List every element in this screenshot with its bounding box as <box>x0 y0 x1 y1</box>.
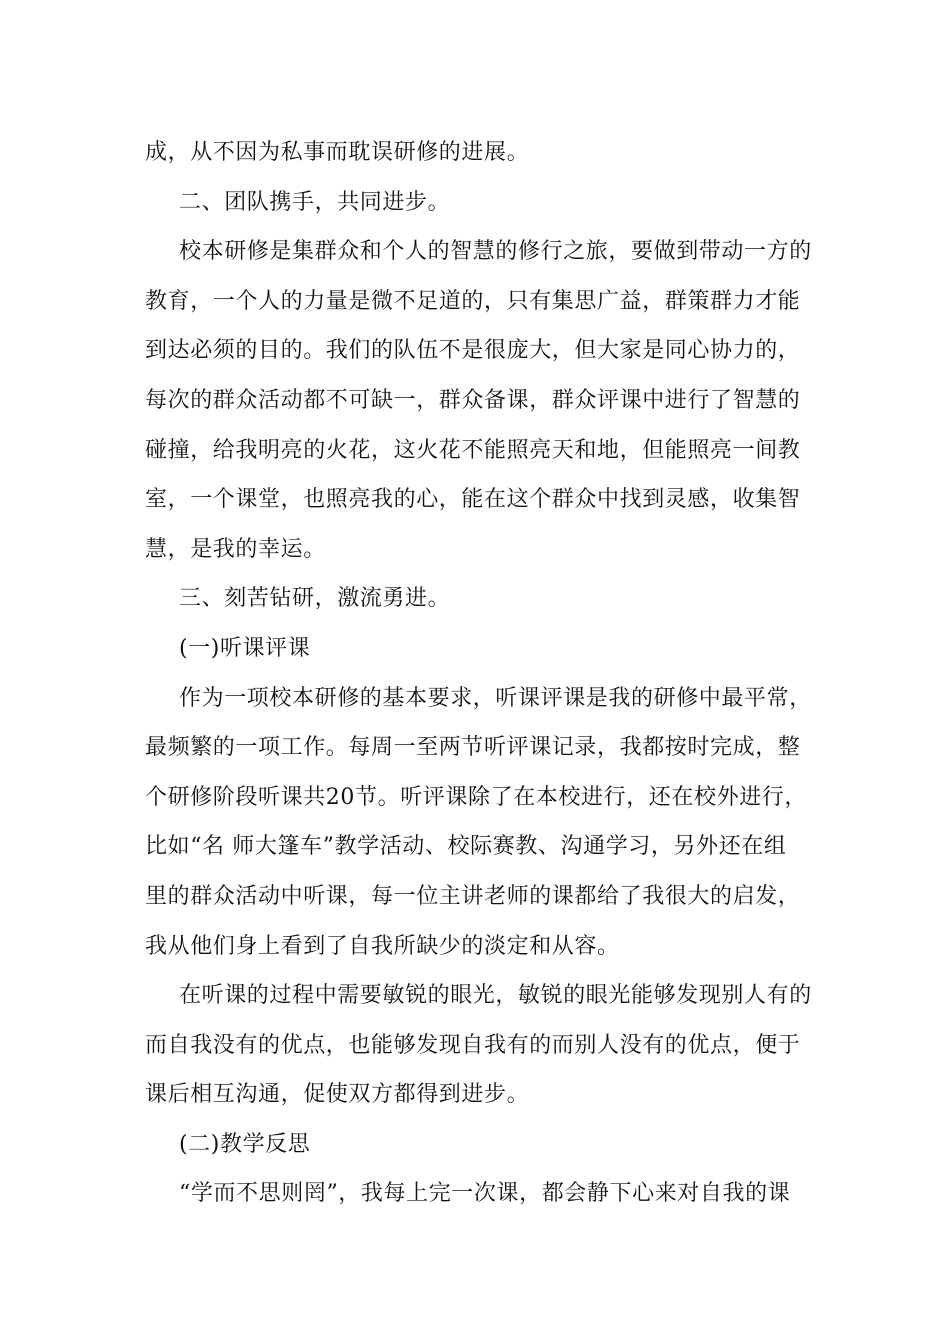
text-line-22: “学而不思则罔”，我每上完一次课，都会静下心来对自我的课 <box>179 1181 791 1207</box>
text-line-14: 个研修阶段听课共20节。听评课除了在本校进行，还在校外进行， <box>145 784 807 810</box>
text-line-15: 比如“名 师大篷车”教学活动、校际赛教、沟通学习，另外还在组 <box>145 834 787 860</box>
section-heading-2: 二、团队携手，共同进步。 <box>179 189 451 215</box>
document-body <box>145 128 810 1219</box>
text-line-18: 在听课的过程中需要敏锐的眼光，敏锐的眼光能够发现别人有的 <box>179 983 812 1009</box>
text-line-16: 里的群众活动中听课，每一位主讲老师的课都给了我很大的启发， <box>145 883 801 909</box>
text-line-6: 每次的群众活动都不可缺一，群众备课，群众评课中进行了智慧的 <box>145 387 801 413</box>
text-line-12: 作为一项校本研修的基本要求，听课评课是我的研修中最平常， <box>179 685 812 711</box>
section-heading-3: 三、刻苦钻研，激流勇进。 <box>179 586 451 612</box>
text-line-4: 教育，一个人的力量是微不足道的，只有集思广益，群策群力才能 <box>145 288 801 314</box>
subsection-heading-2: (二)教学反思 <box>179 1131 311 1157</box>
text-line-9: 慧，是我的幸运。 <box>145 536 326 562</box>
text-line-1: 成，从不因为私事而耽误研修的进展。 <box>145 140 530 165</box>
text-line-13: 最频繁的一项工作。每周一至两节听评课记录，我都按时完成，整 <box>145 735 801 761</box>
text-line-17: 我从他们身上看到了自我所缺少的淡定和从容。 <box>145 933 620 959</box>
text-line-19: 而自我没有的优点，也能够发现自我有的而别人没有的优点，便于 <box>145 1032 801 1058</box>
text-line-20: 课后相互沟通，促使双方都得到进步。 <box>145 1082 530 1108</box>
text-line-8: 室，一个课堂，也照亮我的心，能在这个群众中找到灵感，收集智 <box>145 487 801 513</box>
subsection-heading-1: (一)听课评课 <box>179 635 311 661</box>
text-line-7: 碰撞，给我明亮的火花，这火花不能照亮天和地，但能照亮一间教 <box>145 437 801 463</box>
text-line-3: 校本研修是集群众和个人的智慧的修行之旅，要做到带动一方的 <box>179 239 812 265</box>
text-line-5: 到达必须的目的。我们的队伍不是很庞大，但大家是同心协力的， <box>145 338 801 364</box>
